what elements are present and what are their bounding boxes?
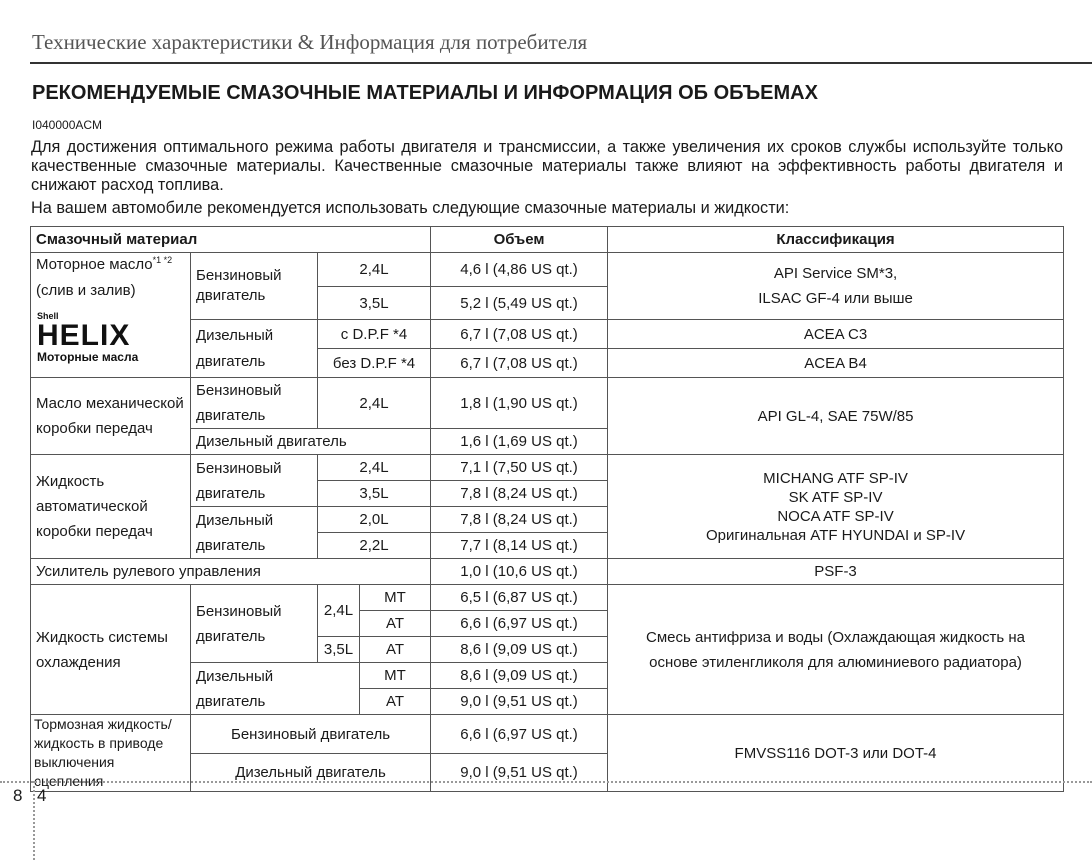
- gasoline-label-2: двигатель: [196, 484, 266, 502]
- intro-lead: На вашем автомобиле рекомендуется использовать следующие смазочные материалы и жидкости:: [31, 199, 790, 217]
- diesel-label: Дизельный двигатель: [191, 754, 431, 792]
- table-row: [31, 559, 1064, 585]
- classification-cell: [608, 455, 1064, 559]
- header-rule: [30, 62, 1092, 64]
- header-volume: Объем: [431, 227, 608, 253]
- logo-helix-text: HELIX: [37, 319, 131, 352]
- spec-cell: 3,5L: [318, 637, 360, 663]
- gasoline-label-2: двигатель: [196, 627, 266, 645]
- footer-dotted-divider: [33, 781, 35, 860]
- spec-cell: 3,5L: [318, 481, 431, 507]
- section-code: I040000ACM: [32, 118, 103, 132]
- volume-cell: 9,0 l (9,51 US qt.): [431, 754, 608, 792]
- coolant-diesel: [191, 663, 360, 715]
- coolant-name: Жидкость системы: [36, 628, 168, 646]
- volume-cell: 6,7 l (7,08 US qt.): [431, 349, 608, 378]
- header-classification: Классификация: [608, 227, 1064, 253]
- trans-type-cell: MT: [360, 585, 431, 611]
- spec-cell: 2,4L: [318, 378, 431, 429]
- volume-cell: 6,5 l (6,87 US qt.): [431, 585, 608, 611]
- class-line: MICHANG ATF SP-IV: [763, 469, 908, 487]
- class-line: SK ATF SP-IV: [788, 488, 883, 506]
- brake-name: Тормозная жидкость/: [34, 716, 172, 732]
- lubricants-table: [30, 226, 1064, 792]
- gasoline-label: Бензиновый: [196, 602, 282, 620]
- auto-trans-name-3: коробки передач: [36, 523, 153, 540]
- coolant-name-2: охлаждения: [36, 653, 121, 671]
- footnote-mark: *1 *2: [152, 255, 173, 265]
- spec-cell: с D.P.F *4: [318, 320, 431, 349]
- table-row: [31, 585, 1064, 611]
- spec-cell: 3,5L: [318, 287, 431, 320]
- volume-cell: 1,6 l (1,69 US qt.): [431, 429, 608, 455]
- volume-cell: 9,0 l (9,51 US qt.): [431, 689, 608, 715]
- classification-cell: PSF-3: [608, 559, 1064, 585]
- auto-trans-gasoline: [191, 455, 318, 507]
- manual-trans-name-2: коробки передач: [36, 420, 153, 437]
- spec-cell: 2,4L: [318, 585, 360, 637]
- gasoline-label-2: двигатель: [196, 407, 266, 424]
- spec-cell: 2,4L: [318, 455, 431, 481]
- section-title: РЕКОМЕНДУЕМЫЕ СМАЗОЧНЫЕ МАТЕРИАЛЫ И ИНФОРМАЦИЯ ОБ ОБЪЕМАХ: [32, 82, 818, 104]
- volume-cell: 5,2 l (5,49 US qt.): [431, 287, 608, 320]
- trans-type-cell: AT: [360, 637, 431, 663]
- shell-helix-logo: [36, 307, 166, 365]
- classification-cell: FMVSS116 DOT-3 или DOT-4: [608, 715, 1064, 792]
- table-row: [31, 378, 1064, 429]
- spec-cell: 2,0L: [318, 507, 431, 533]
- manual-trans-gasoline: [191, 378, 318, 429]
- volume-cell: 7,8 l (8,24 US qt.): [431, 507, 608, 533]
- classification-cell: [608, 253, 1064, 320]
- volume-cell: 6,7 l (7,08 US qt.): [431, 320, 608, 349]
- trans-type-cell: AT: [360, 689, 431, 715]
- diesel-label: Дизельный: [196, 667, 274, 685]
- gasoline-label: Бензиновый: [196, 267, 282, 284]
- gasoline-label: Бензиновый: [196, 382, 282, 399]
- diesel-label-2: двигатель: [196, 352, 266, 370]
- class-line: API Service SM*3,: [773, 265, 898, 282]
- volume-cell: 1,8 l (1,90 US qt.): [431, 378, 608, 429]
- gasoline-label: Бензиновый: [196, 459, 282, 477]
- spec-cell: 2,4L: [318, 253, 431, 287]
- classification-cell: ACEA B4: [608, 349, 1064, 378]
- volume-cell: 8,6 l (9,09 US qt.): [431, 637, 608, 663]
- volume-cell: 7,1 l (7,50 US qt.): [431, 455, 608, 481]
- class-line: Оригинальная ATF HYUNDAI и SP-IV: [705, 526, 966, 544]
- spec-cell: 2,2L: [318, 533, 431, 559]
- volume-cell: 4,6 l (4,86 US qt.): [431, 253, 608, 287]
- auto-trans-name-2: автоматической: [36, 498, 148, 515]
- footer-dotted-rule: [0, 781, 1092, 783]
- volume-cell: 6,6 l (6,97 US qt.): [431, 611, 608, 637]
- auto-trans-name: Жидкость: [36, 473, 105, 490]
- intro-paragraph: Для достижения оптимального режима работы двигателя и трансмиссии, а также увеличения их сроков службы используйте только качественные смазочные материалы. Качественные смазочные материалы также влияют на эффективность работы двигателя и снижают расход топлива.: [31, 138, 1063, 194]
- power-steering-name: Усилитель рулевого управления: [31, 559, 431, 585]
- diesel-label: Дизельный: [196, 511, 274, 529]
- brake-name-cell: [31, 715, 191, 792]
- class-line: основе этиленгликоля для алюминиевого радиатора): [649, 653, 1022, 671]
- trans-type-cell: MT: [360, 663, 431, 689]
- manual-trans-name-cell: [31, 378, 191, 455]
- volume-cell: 7,8 l (8,24 US qt.): [431, 481, 608, 507]
- gasoline-label-2: двигатель: [196, 287, 266, 304]
- trans-type-cell: AT: [360, 611, 431, 637]
- diesel-label: Дизельный: [196, 326, 274, 344]
- coolant-gasoline: [191, 585, 318, 663]
- class-line: NOCA ATF SP-IV: [777, 507, 894, 525]
- spec-cell: без D.P.F *4: [318, 349, 431, 378]
- volume-cell: 1,0 l (10,6 US qt.): [431, 559, 608, 585]
- brake-name-3: выключения сцепления: [34, 754, 115, 789]
- volume-cell: 7,7 l (8,14 US qt.): [431, 533, 608, 559]
- logo-shell-text: Shell: [37, 311, 59, 321]
- classification-cell: ACEA C3: [608, 320, 1064, 349]
- classification-cell: API GL-4, SAE 75W/85: [608, 378, 1064, 455]
- auto-trans-diesel: [191, 507, 318, 559]
- header-material: Смазочный материал: [31, 227, 431, 253]
- engine-oil-name-cell: [31, 253, 191, 378]
- table-row: [31, 715, 1064, 754]
- engine-oil-gasoline: [191, 253, 318, 320]
- class-line: ILSAC GF-4 или выше: [758, 290, 913, 307]
- table-row: [31, 455, 1064, 481]
- engine-oil-name: Моторное масло: [36, 256, 153, 273]
- engine-oil-note: (слив и залив): [36, 282, 136, 299]
- page-number-section: 8: [13, 786, 23, 805]
- diesel-label-2: двигатель: [196, 536, 266, 554]
- volume-cell: 6,6 l (6,97 US qt.): [431, 715, 608, 754]
- logo-sub-text: Моторные масла: [37, 350, 139, 364]
- page-header-title: Технические характеристики & Информация для потребителя: [32, 30, 588, 54]
- brake-name-2: жидкость в приводе: [34, 735, 164, 751]
- coolant-name-cell: [31, 585, 191, 715]
- gasoline-label: Бензиновый двигатель: [191, 715, 431, 754]
- intro-text: [31, 138, 1063, 218]
- page-number-page: 4: [37, 786, 47, 805]
- class-line: Смесь антифриза и воды (Охлаждающая жидкость на: [646, 628, 1026, 646]
- diesel-label-2: двигатель: [196, 692, 266, 710]
- manual-trans-name: Масло механической: [36, 395, 184, 412]
- auto-trans-name-cell: [31, 455, 191, 559]
- classification-cell: [608, 585, 1064, 715]
- volume-cell: 8,6 l (9,09 US qt.): [431, 663, 608, 689]
- diesel-label: Дизельный двигатель: [191, 429, 431, 455]
- table-row: [31, 253, 1064, 287]
- engine-oil-diesel: [191, 320, 318, 378]
- table-header-row: [31, 227, 1064, 253]
